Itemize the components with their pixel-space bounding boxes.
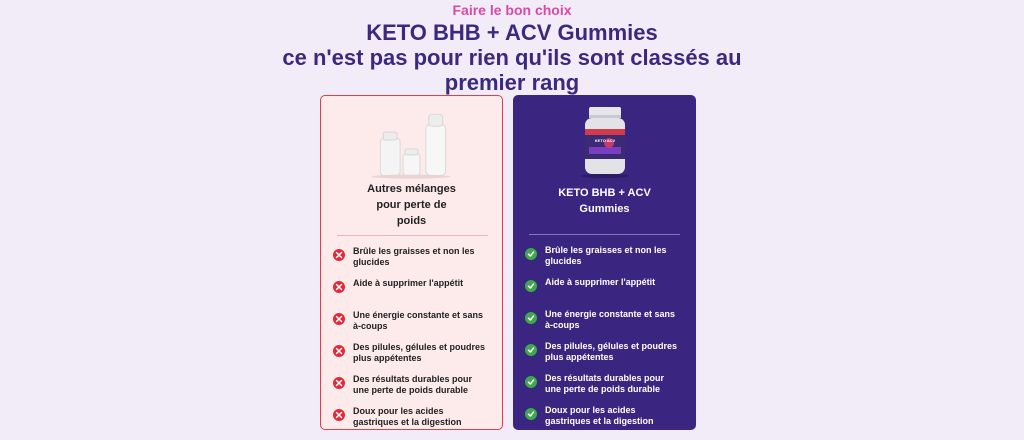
- list-item: [525, 245, 685, 277]
- product-jar-image: [513, 103, 696, 181]
- feature-text: Des pilules, gélules et poudres plus appétentes: [545, 341, 678, 362]
- list-item: [525, 309, 685, 341]
- check-icon: [525, 248, 537, 260]
- card-title-line: KETO BHB + ACV: [558, 187, 651, 199]
- product-label-text: KETO ACV: [594, 138, 616, 143]
- feature-text: Brûle les graisses et non les glucides: [353, 246, 475, 267]
- list-item: [525, 341, 685, 373]
- feature-text: Doux pour les acides gastriques et la digestion: [545, 405, 654, 426]
- list-item: [333, 342, 493, 374]
- card-title-keto: [513, 185, 696, 217]
- list-item: [333, 246, 493, 278]
- check-icon: [525, 312, 537, 324]
- feature-text: Une énergie constante et sans à-coups: [545, 309, 676, 330]
- feature-text: Des résultats durables pour une perte de poids durable: [353, 374, 473, 395]
- list-item: [333, 310, 493, 342]
- card-title-line: poids: [396, 215, 427, 227]
- check-icon: [525, 376, 537, 388]
- feature-text: Des pilules, gélules et poudres plus appétentes: [353, 342, 486, 363]
- feature-text: Brûle les graisses et non les glucides: [545, 245, 667, 266]
- list-item: [525, 277, 685, 309]
- feature-list-keto: [525, 245, 685, 437]
- divider: [337, 235, 488, 236]
- divider: [529, 234, 680, 235]
- feature-text: Une énergie constante et sans à-coups: [353, 310, 484, 331]
- list-item: [525, 405, 685, 437]
- list-item: [333, 406, 493, 438]
- cross-icon: [333, 377, 345, 389]
- eyebrow-text: Faire le bon choix: [452, 2, 572, 18]
- headline-line-2: ce n'est pas pour rien qu'ils sont classés au: [282, 45, 742, 70]
- card-title-line: Autres mélanges: [367, 183, 456, 195]
- headline: [0, 20, 1024, 95]
- check-icon: [525, 344, 537, 356]
- generic-bottles-image: [321, 104, 502, 182]
- list-item: [333, 278, 493, 310]
- feature-text: Doux pour les acides gastriques et la digestion: [353, 406, 462, 427]
- card-title-line: pour perte de: [376, 199, 447, 211]
- list-item: [525, 373, 685, 405]
- feature-text: Aide à supprimer l'appétit: [545, 277, 656, 287]
- check-icon: [525, 280, 537, 292]
- feature-text: Des résultats durables pour une perte de poids durable: [545, 373, 665, 394]
- comparison-card-keto: [513, 95, 696, 430]
- card-title-line: Gummies: [579, 203, 630, 215]
- headline-line-1: KETO BHB + ACV Gummies: [366, 20, 658, 45]
- feature-text: Aide à supprimer l'appétit: [353, 278, 464, 288]
- cross-icon: [333, 249, 345, 261]
- headline-line-3: premier rang: [444, 70, 580, 95]
- list-item: [333, 374, 493, 406]
- comparison-card-others: [320, 95, 503, 430]
- cross-icon: [333, 313, 345, 325]
- card-title-others: [321, 181, 502, 229]
- cross-icon: [333, 281, 345, 293]
- feature-list-others: [333, 246, 493, 438]
- check-icon: [525, 408, 537, 420]
- cross-icon: [333, 345, 345, 357]
- cross-icon: [333, 409, 345, 421]
